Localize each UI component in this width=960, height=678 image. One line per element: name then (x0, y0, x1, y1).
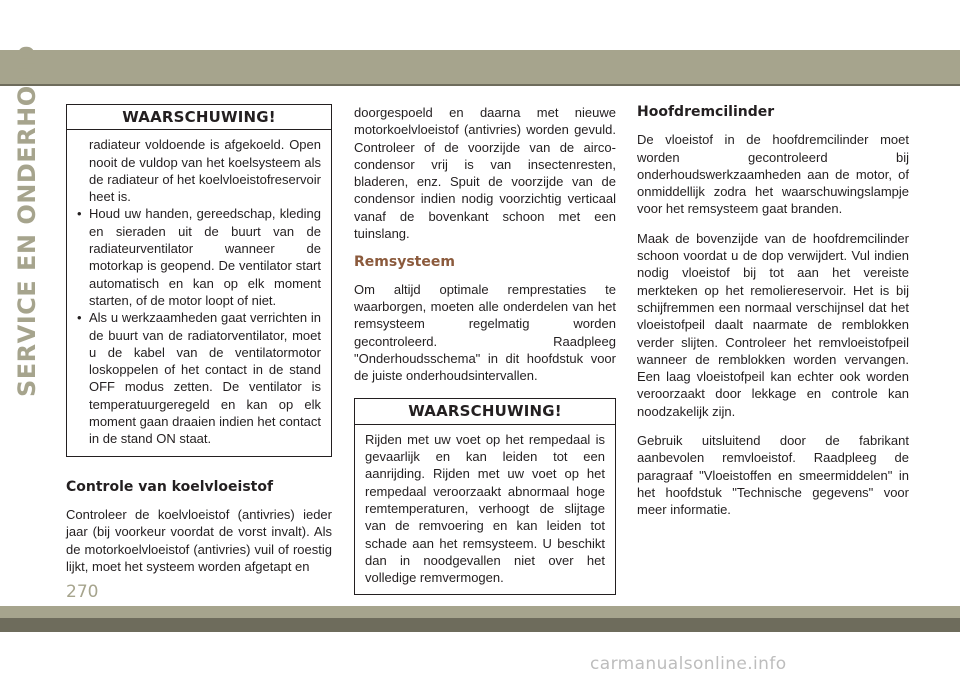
column-middle (354, 104, 616, 595)
footer-stripe (0, 606, 960, 618)
bullet-icon: • (77, 310, 82, 326)
warning-box-cooling (66, 104, 332, 457)
warning-title: WAARSCHUWING! (355, 399, 615, 424)
header-rule (0, 84, 960, 86)
bullet-icon: • (77, 206, 82, 222)
warning-body (67, 130, 331, 455)
paragraph-master-cylinder-1: De vloeistof in de hoofdremcilinder moet worden gecontroleerd bij onderhoudswerkzaamheden aan de motor, of onmiddellijk zodra het waarschuwingslampje voor het remsysteem gaat branden. (637, 132, 909, 217)
warning-bullet-text: Als u werkzaamheden gaat verrichten in de buurt van de radiatorventilator, moet u de kabel van de ventilatormotor loskoppelen of het contact in de stand OFF modus zetten. De ventilator is temperatuurgeregeld en kan op elk moment gaan draaien indien het contact in de stand ON staat. (89, 310, 321, 447)
footer-band (0, 618, 960, 632)
section-side-title (12, 44, 42, 398)
column-left (66, 104, 332, 575)
warning-bullet (77, 205, 321, 309)
warning-box-brakes (354, 398, 616, 595)
page-number: 270 (66, 582, 99, 602)
paragraph-master-cylinder-2: Maak de bovenzijde van de hoofdremcilinder schoon voordat u de dop verwijdert. Vul indien nodig vloeistof bij tot aan het vereiste merkteken op het remoliereservoir. Het is bij schijfremmen een normaal verschijnsel dat het vloeistofpeil daalt naarmate de remblokken verder slijten. Controleer het remvloeistofpeil wanneer de remblokken worden vervangen. Een laag vloeistofpeil kan echter ook worden veroorzaakt door lekkage en controle kan noodzakelijk zijn. (637, 230, 909, 419)
warning-body (355, 425, 615, 595)
section-heading-coolant: Controle van koelvloeistof (66, 478, 274, 495)
paragraph-coolant: Controleer de koelvloeistof (antivries) ieder jaar (bij voorkeur voordat de vorst invalt). Als de motorkoelvloeistof (antivries) vuil of roestig lijkt, moet het systeem worden afgetapt en (66, 506, 332, 574)
header-stripe (0, 50, 960, 84)
warning-text: Rijden met uw voet op het rempedaal is gevaarlijk en kan leiden tot een aanrijding. Rijden met uw voet op het rempedaal veroorzaakt abnormaal hoge remtemperaturen, verhoogt de slijtage van de remvoering en kan leiden tot schade aan het remsysteem. U beschikt dan in noodgevallen niet over het volledige remvermogen. (365, 431, 605, 586)
paragraph-brakes: Om altijd optimale remprestaties te waarborgen, moeten alle onderdelen van het remsysteem regelmatig worden gecontroleerd. Raadpleeg "Onderhoudsschema" in dit hoofdstuk voor de juiste onderhoudsintervallen. (354, 281, 616, 384)
watermark-text: carmanualsonline.info (590, 654, 787, 674)
side-title-text: SERVICE EN ONDERHOUD (13, 44, 41, 398)
section-heading-brakes: Remsysteem (354, 254, 455, 271)
section-heading-master-cylinder: Hoofdremcilinder (637, 104, 775, 120)
column-right (637, 104, 909, 519)
paragraph-flush: doorgespoeld en daarna met nieuwe motorkoelvloeistof (antivries) worden gevuld. Controleer of de voorzijde van de airco-condensor vrij is van insectenresten, bladeren, enz. Spuit de voorzijde van de condensor indien nodig voorzichtig verticaal vanaf de bovenkant schoon met een tuinslang. (354, 105, 616, 242)
warning-bullet (77, 309, 321, 447)
warning-title: WAARSCHUWING! (67, 105, 331, 130)
warning-lead-text: radiateur voldoende is afgekoeld. Open nooit de vuldop van het koelsysteem als de radiateur of het koelvloeistofreservoir heet is. (89, 137, 321, 205)
warning-bullet-text: Houd uw handen, gereedschap, kleding en sieraden uit de buurt van de radiateurventilator wanneer de motorkap is geopend. De ventilator start automatisch en kan op elk moment starten, of de motor loopt of niet. (89, 206, 321, 308)
paragraph-master-cylinder-3: Gebruik uitsluitend door de fabrikant aanbevolen remvloeistof. Raadpleeg de paragraaf "Vloeistoffen en smeermiddelen" in het hoofdstuk "Technische gegevens" voor meer informatie. (637, 433, 909, 518)
